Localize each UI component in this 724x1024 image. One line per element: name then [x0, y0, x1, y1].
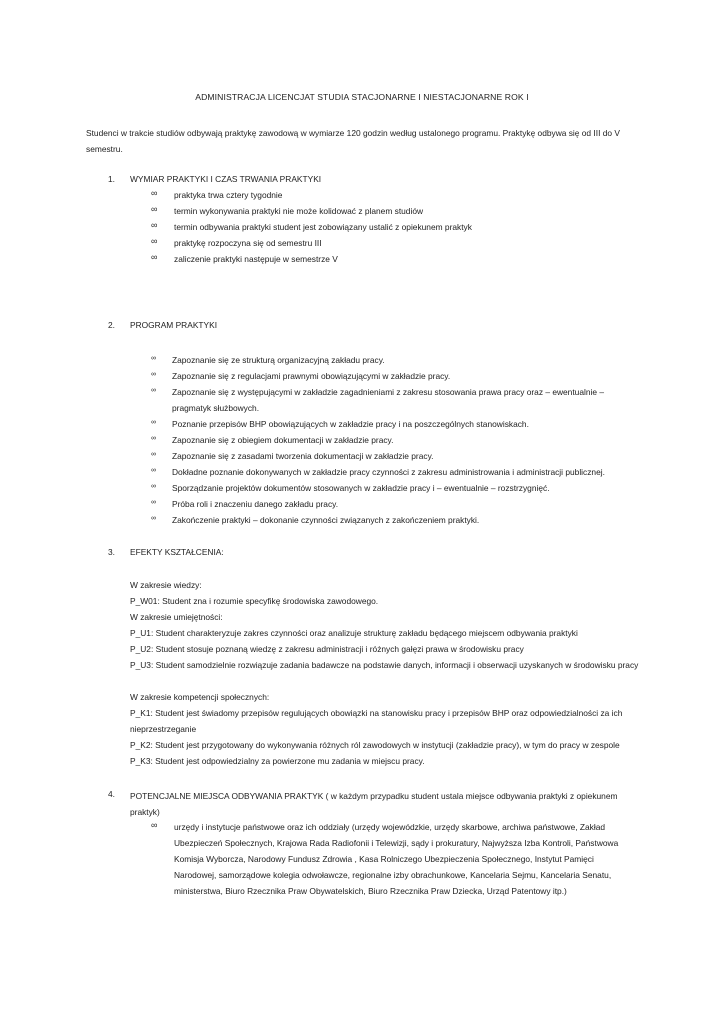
effect-line: P_W01: Student zna i rozumie specyfikę środowiska zawodowego. [130, 596, 379, 606]
section-3-number: 3. [108, 547, 115, 557]
infinity-bullet-icon: ∞ [151, 204, 158, 214]
infinity-bullet-icon: ∞ [151, 467, 156, 474]
infinity-bullet-icon: ∞ [151, 499, 156, 506]
effects-heading: W zakresie wiedzy: [130, 580, 202, 590]
section-2-item: Poznanie przepisów BHP obowiązujących w zakładzie pracy i na poszczególnych stanowiskach. [172, 419, 529, 429]
infinity-bullet-icon: ∞ [151, 483, 156, 490]
infinity-bullet-icon: ∞ [151, 371, 156, 378]
infinity-bullet-icon: ∞ [151, 451, 156, 458]
infinity-bullet-icon: ∞ [151, 515, 156, 522]
infinity-bullet-icon: ∞ [151, 435, 156, 442]
section-4-item: urzędy i instytucje państwowe oraz ich oddziały (urzędy wojewódzkie, urzędy skarbowe, archiwa państwowe, Zakład Ubezpieczeń Społecznych, Krajowa Rada Radiofonii i Telewizji, sądy i prokuratury, Najwyższa Izba Kontroli, Państwowa Komisja Wyborcza, Narodowy Fundusz Zdrowia , Kasa Rolniczego Ubezpieczenia Społecznego, Instytut Pamięci Narodowej, samorządowe kolegia odwoławcze, regionalne izby obrachunkowe, Kancelaria Sejmu, Kancelaria Senatu, ministerstwa, Biuro Rzecznika Praw Obywatelskich, Biuro Rzecznika Praw Dziecka, Urząd Patentowy itp.) [174, 822, 619, 896]
section-2-item: Zapoznanie się z regulacjami prawnymi obowiązującymi w zakładzie pracy. [172, 371, 451, 381]
effect-line: P_U2: Student stosuje poznaną wiedzę z zakresu administracji i różnych gałęzi prawa w środowisku pracy [130, 644, 524, 654]
section-1-title: WYMIAR PRAKTYKI I CZAS TRWANIA PRAKTYKI [130, 174, 322, 184]
effect-line: P_K3: Student jest odpowiedzialny za powierzone mu zadania w miejscu pracy. [130, 756, 425, 766]
section-1-item: praktyka trwa cztery tygodnie [174, 190, 283, 200]
section-2-item: Dokładne poznanie dokonywanych w zakładzie pracy czynności z zakresu administrowania i administracji publicznej. [172, 467, 605, 477]
infinity-bullet-icon: ∞ [151, 236, 158, 246]
section-1-item: termin odbywania praktyki student jest zobowiązany ustalić z opiekunem praktyk [174, 222, 472, 232]
section-1-item: zaliczenie praktyki następuje w semestrze V [174, 254, 338, 264]
infinity-bullet-icon: ∞ [151, 220, 158, 230]
effect-line: P_K1: Student jest świadomy przepisów regulujących obowiązki na stanowisku pracy i przepisów BHP oraz odpowiedzialności za ich nieprzestrzeganie [130, 708, 623, 734]
effects-heading: W zakresie kompetencji społecznych: [130, 692, 270, 702]
effect-line: P_U1: Student charakteryzuje zakres czynności oraz analizuje strukturę zakładu będącego miejscem odbywania praktyki [130, 628, 578, 638]
section-1-item: termin wykonywania praktyki nie może kolidować z planem studiów [174, 206, 424, 216]
infinity-bullet-icon: ∞ [151, 387, 156, 394]
infinity-bullet-icon: ∞ [151, 820, 158, 830]
effect-line: P_K2: Student jest przygotowany do wykonywania różnych ról zawodowych w instytucji (zakładzie pracy), w tym do pracy w zespole [130, 740, 620, 750]
section-2-item: Zapoznanie się z zasadami tworzenia dokumentacji w zakładzie pracy. [172, 451, 434, 461]
infinity-bullet-icon: ∞ [151, 188, 158, 198]
effects-heading: W zakresie umiejętności: [130, 612, 223, 622]
section-2-item: Zapoznanie się z obiegiem dokumentacji w zakładzie pracy. [172, 435, 394, 445]
section-4-title: POTENCJALNE MIEJSCA ODBYWANIA PRAKTYK ( w każdym przypadku student ustala miejsce odbywania praktyki z opiekunem praktyk) [130, 791, 618, 817]
section-2-item: Zakończenie praktyki – dokonanie czynności związanych z zakończeniem praktyki. [172, 515, 480, 525]
section-2-number: 2. [108, 320, 115, 330]
document-title: ADMINISTRACJA LICENCJAT STUDIA STACJONARNE I NIESTACJONARNE ROK I [195, 92, 529, 102]
effect-line: P_U3: Student samodzielnie rozwiązuje zadania badawcze na podstawie danych, informacji i obserwacji uzyskanych w środowisku pracy [130, 660, 639, 670]
section-2-item: Sporządzanie projektów dokumentów stosowanych w zakładzie pracy i – ewentualnie – rozstrzygnięć. [172, 483, 550, 493]
section-2-title: PROGRAM PRAKTYKI [130, 320, 218, 330]
infinity-bullet-icon: ∞ [151, 419, 156, 426]
section-2-item: Próba roli i znaczeniu danego zakładu pracy. [172, 499, 339, 509]
section-1-item: praktykę rozpoczyna się od semestru III [174, 238, 322, 248]
section-2-item: Zapoznanie się z występującymi w zakładzie zagadnieniami z zakresu stosowania prawa pracy oraz – ewentualnie – pragmatyk służbowych. [172, 387, 604, 413]
section-2-item: Zapoznanie się ze strukturą organizacyjną zakładu pracy. [172, 355, 385, 365]
section-4-number: 4. [108, 789, 115, 799]
section-1-number: 1. [108, 174, 115, 184]
infinity-bullet-icon: ∞ [151, 252, 158, 262]
intro-paragraph: Studenci w trakcie studiów odbywają praktykę zawodową w wymiarze 120 godzin według ustalonego programu. Praktykę odbywa się od III do V semestru. [86, 128, 620, 154]
section-3-title: EFEKTY KSZTAŁCENIA: [130, 547, 224, 557]
infinity-bullet-icon: ∞ [151, 355, 156, 362]
